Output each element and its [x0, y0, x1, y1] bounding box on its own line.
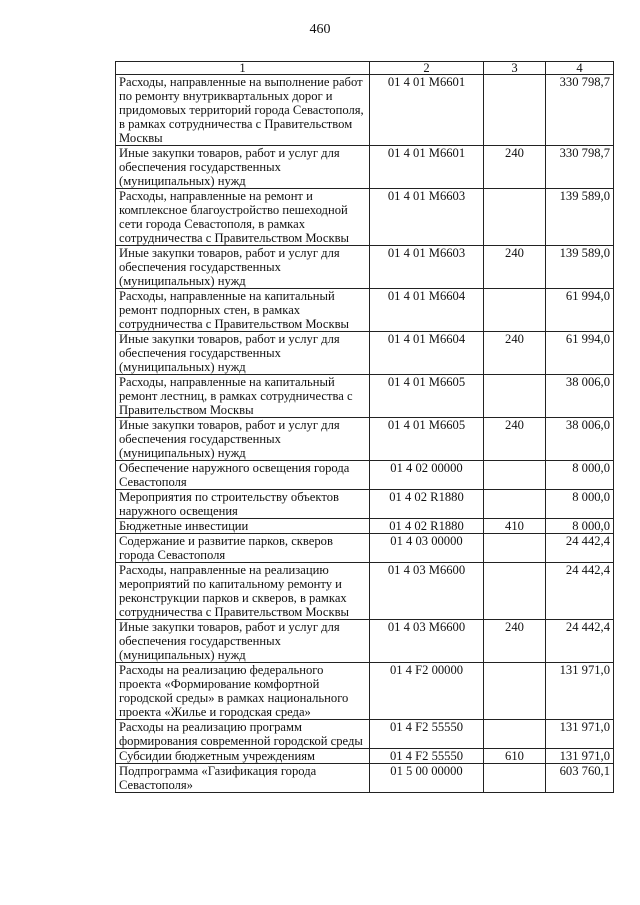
- row-sum-cell: 61 994,0: [546, 289, 614, 332]
- row-name-cell: Обеспечение наружного освещения города Севастополя: [116, 461, 370, 490]
- row-sum-cell: 8 000,0: [546, 490, 614, 519]
- table-row: [116, 246, 614, 289]
- row-type-cell: 610: [484, 749, 546, 764]
- row-name-cell: Расходы, направленные на выполнение работ по ремонту внутриквартальных дорог и придомовых территорий города Севастополя, в рамках сотрудничества с Правительством Москвы: [116, 75, 370, 146]
- row-name-cell: Иные закупки товаров, работ и услуг для обеспечения государственных (муниципальных) нужд: [116, 418, 370, 461]
- column-header-2: 2: [370, 62, 484, 75]
- row-type-cell: 240: [484, 146, 546, 189]
- row-code-cell: 01 4 03 М6600: [370, 563, 484, 620]
- row-code-cell: 01 4 01 М6605: [370, 418, 484, 461]
- row-sum-cell: 131 971,0: [546, 749, 614, 764]
- row-sum-cell: 38 006,0: [546, 375, 614, 418]
- row-code-cell: 01 4 F2 55550: [370, 720, 484, 749]
- row-sum-cell: 24 442,4: [546, 620, 614, 663]
- table-row: [116, 534, 614, 563]
- table-row: [116, 720, 614, 749]
- row-name-cell: Иные закупки товаров, работ и услуг для обеспечения государственных (муниципальных) нужд: [116, 246, 370, 289]
- row-name-cell: Иные закупки товаров, работ и услуг для обеспечения государственных (муниципальных) нужд: [116, 332, 370, 375]
- row-code-cell: 01 4 01 М6601: [370, 75, 484, 146]
- row-type-cell: 410: [484, 519, 546, 534]
- table-body: [116, 75, 614, 793]
- row-sum-cell: 24 442,4: [546, 534, 614, 563]
- row-code-cell: 01 4 03 М6600: [370, 620, 484, 663]
- table-row: [116, 332, 614, 375]
- row-name-cell: Расходы, направленные на реализацию мероприятий по капитальному ремонту и реконструкции парков и скверов, в рамках сотрудничества с Правительством Москвы: [116, 563, 370, 620]
- row-sum-cell: 8 000,0: [546, 519, 614, 534]
- row-code-cell: 01 4 01 М6603: [370, 189, 484, 246]
- row-name-cell: Бюджетные инвестиции: [116, 519, 370, 534]
- row-type-cell: 240: [484, 246, 546, 289]
- table-row: [116, 375, 614, 418]
- row-code-cell: 01 4 01 М6604: [370, 289, 484, 332]
- row-code-cell: 01 4 01 М6601: [370, 146, 484, 189]
- row-name-cell: Подпрограмма «Газификация города Севастополя»: [116, 764, 370, 793]
- row-sum-cell: 330 798,7: [546, 75, 614, 146]
- row-type-cell: 240: [484, 418, 546, 461]
- row-name-cell: Расходы, направленные на капитальный ремонт лестниц, в рамках сотрудничества с Правительством Москвы: [116, 375, 370, 418]
- row-name-cell: Содержание и развитие парков, скверов города Севастополя: [116, 534, 370, 563]
- row-name-cell: Иные закупки товаров, работ и услуг для обеспечения государственных (муниципальных) нужд: [116, 620, 370, 663]
- row-type-cell: [484, 375, 546, 418]
- row-code-cell: 01 4 02 R1880: [370, 519, 484, 534]
- row-type-cell: [484, 289, 546, 332]
- budget-table: [115, 61, 614, 793]
- table-row: [116, 663, 614, 720]
- row-sum-cell: 139 589,0: [546, 189, 614, 246]
- table-row: [116, 75, 614, 146]
- row-sum-cell: 8 000,0: [546, 461, 614, 490]
- table-row: [116, 189, 614, 246]
- table-row: [116, 490, 614, 519]
- row-code-cell: 01 4 02 00000: [370, 461, 484, 490]
- row-type-cell: 240: [484, 620, 546, 663]
- header-row: [116, 62, 614, 75]
- row-code-cell: 01 4 01 М6605: [370, 375, 484, 418]
- row-type-cell: [484, 720, 546, 749]
- row-name-cell: Расходы, направленные на ремонт и комплексное благоустройство пешеходной сети города Севастополя, в рамках сотрудничества с Правительством Москвы: [116, 189, 370, 246]
- row-sum-cell: 131 971,0: [546, 720, 614, 749]
- row-type-cell: [484, 189, 546, 246]
- row-name-cell: Расходы, направленные на капитальный ремонт подпорных стен, в рамках сотрудничества с Правительством Москвы: [116, 289, 370, 332]
- row-sum-cell: 61 994,0: [546, 332, 614, 375]
- row-name-cell: Расходы на реализацию программ формирования современной городской среды: [116, 720, 370, 749]
- column-header-4: 4: [546, 62, 614, 75]
- row-code-cell: 01 4 F2 55550: [370, 749, 484, 764]
- table-row: [116, 764, 614, 793]
- row-type-cell: [484, 764, 546, 793]
- row-sum-cell: 330 798,7: [546, 146, 614, 189]
- row-type-cell: [484, 75, 546, 146]
- row-code-cell: 01 4 01 М6603: [370, 246, 484, 289]
- column-header-3: 3: [484, 62, 546, 75]
- page-number: 460: [309, 22, 331, 37]
- column-header-1: 1: [116, 62, 370, 75]
- row-type-cell: [484, 534, 546, 563]
- row-code-cell: 01 4 F2 00000: [370, 663, 484, 720]
- row-type-cell: [484, 563, 546, 620]
- row-name-cell: Субсидии бюджетным учреждениям: [116, 749, 370, 764]
- table-row: [116, 289, 614, 332]
- table-row: [116, 749, 614, 764]
- table-row: [116, 461, 614, 490]
- row-type-cell: [484, 461, 546, 490]
- row-name-cell: Расходы на реализацию федерального проекта «Формирование комфортной городской среды» в рамках национального проекта «Жилье и городская среда»: [116, 663, 370, 720]
- row-name-cell: Иные закупки товаров, работ и услуг для обеспечения государственных (муниципальных) нужд: [116, 146, 370, 189]
- row-sum-cell: 131 971,0: [546, 663, 614, 720]
- row-sum-cell: 603 760,1: [546, 764, 614, 793]
- row-sum-cell: 139 589,0: [546, 246, 614, 289]
- table-row: [116, 563, 614, 620]
- table-row: [116, 519, 614, 534]
- row-code-cell: 01 4 03 00000: [370, 534, 484, 563]
- row-type-cell: 240: [484, 332, 546, 375]
- row-type-cell: [484, 663, 546, 720]
- row-code-cell: 01 4 01 М6604: [370, 332, 484, 375]
- table-row: [116, 620, 614, 663]
- table-row: [116, 146, 614, 189]
- row-sum-cell: 24 442,4: [546, 563, 614, 620]
- row-code-cell: 01 5 00 00000: [370, 764, 484, 793]
- table-header: [116, 62, 614, 75]
- row-name-cell: Мероприятия по строительству объектов наружного освещения: [116, 490, 370, 519]
- row-type-cell: [484, 490, 546, 519]
- row-sum-cell: 38 006,0: [546, 418, 614, 461]
- table-row: [116, 418, 614, 461]
- row-code-cell: 01 4 02 R1880: [370, 490, 484, 519]
